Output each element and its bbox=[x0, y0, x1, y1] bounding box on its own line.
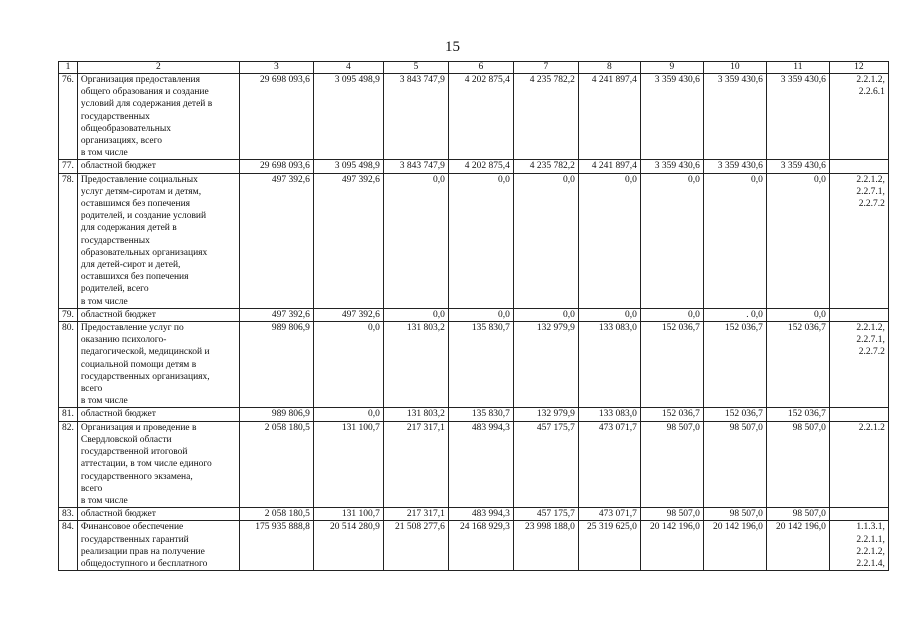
value-cell: 3 095 498,9 bbox=[313, 74, 383, 160]
value-cell: 3 095 498,9 bbox=[313, 160, 383, 173]
column-header: 11 bbox=[766, 62, 829, 74]
column-header: 1 bbox=[59, 62, 78, 74]
row-label-cell: Предоставление услуг по оказанию психолого- педагогической, медицинской и социальной помощи детям в государственных организациях, всего в том числе bbox=[77, 322, 239, 408]
row-number-cell: 79. bbox=[59, 308, 78, 321]
value-cell: 0,0 bbox=[766, 308, 829, 321]
row-reference-cell: 2.2.1.2 bbox=[829, 421, 888, 507]
value-cell: 20 142 196,0 bbox=[640, 521, 703, 571]
value-cell: 0,0 bbox=[383, 173, 448, 308]
value-cell: 0,0 bbox=[448, 173, 513, 308]
value-cell: 29 698 093,6 bbox=[239, 74, 313, 160]
value-cell: 3 359 430,6 bbox=[703, 160, 766, 173]
value-cell: 24 168 929,3 bbox=[448, 521, 513, 571]
value-cell: 0,0 bbox=[640, 173, 703, 308]
value-cell: 132 979,9 bbox=[513, 322, 578, 408]
value-cell: 0,0 bbox=[766, 173, 829, 308]
value-cell: 497 392,6 bbox=[239, 308, 313, 321]
column-header-row bbox=[59, 62, 889, 74]
value-cell: 0,0 bbox=[578, 173, 640, 308]
row-number-cell: 83. bbox=[59, 508, 78, 521]
row-label-cell: областной бюджет bbox=[77, 508, 239, 521]
value-cell: 497 392,6 bbox=[313, 308, 383, 321]
value-cell: 135 830,7 bbox=[448, 322, 513, 408]
column-header: 9 bbox=[640, 62, 703, 74]
value-cell: 4 241 897,4 bbox=[578, 74, 640, 160]
value-cell: . 0,0 bbox=[703, 308, 766, 321]
value-cell: 497 392,6 bbox=[313, 173, 383, 308]
value-cell: 98 507,0 bbox=[640, 421, 703, 507]
value-cell: 0,0 bbox=[313, 322, 383, 408]
table-row bbox=[59, 508, 889, 521]
row-number-cell: 78. bbox=[59, 173, 78, 308]
column-header: 2 bbox=[77, 62, 239, 74]
row-label-cell: областной бюджет bbox=[77, 408, 239, 421]
row-number-cell: 76. bbox=[59, 74, 78, 160]
value-cell: 152 036,7 bbox=[640, 322, 703, 408]
value-cell: 152 036,7 bbox=[703, 408, 766, 421]
column-header: 10 bbox=[703, 62, 766, 74]
value-cell: 0,0 bbox=[513, 308, 578, 321]
value-cell: 3 359 430,6 bbox=[766, 74, 829, 160]
row-reference-cell: 1.1.3.1, 2.2.1.1, 2.2.1.2, 2.2.1.4, bbox=[829, 521, 888, 571]
value-cell: 98 507,0 bbox=[640, 508, 703, 521]
value-cell: 0,0 bbox=[313, 408, 383, 421]
value-cell: 4 202 875,4 bbox=[448, 160, 513, 173]
value-cell: 4 202 875,4 bbox=[448, 74, 513, 160]
value-cell: 25 319 625,0 bbox=[578, 521, 640, 571]
value-cell: 20 142 196,0 bbox=[766, 521, 829, 571]
value-cell: 497 392,6 bbox=[239, 173, 313, 308]
table-row bbox=[59, 173, 889, 308]
value-cell: 152 036,7 bbox=[703, 322, 766, 408]
value-cell: 0,0 bbox=[448, 308, 513, 321]
row-reference-cell: 2.2.1.2, 2.2.6.1 bbox=[829, 74, 888, 160]
row-reference-cell bbox=[829, 408, 888, 421]
value-cell: 20 142 196,0 bbox=[703, 521, 766, 571]
page-number: 15 bbox=[445, 39, 460, 55]
value-cell: 483 994,3 bbox=[448, 421, 513, 507]
column-header: 8 bbox=[578, 62, 640, 74]
value-cell: 0,0 bbox=[513, 173, 578, 308]
column-header: 12 bbox=[829, 62, 888, 74]
row-reference-cell bbox=[829, 160, 888, 173]
value-cell: 3 359 430,6 bbox=[640, 74, 703, 160]
column-header: 3 bbox=[239, 62, 313, 74]
table-row bbox=[59, 521, 889, 571]
value-cell: 20 514 280,9 bbox=[313, 521, 383, 571]
row-reference-cell bbox=[829, 508, 888, 521]
value-cell: 4 235 782,2 bbox=[513, 74, 578, 160]
table-row bbox=[59, 322, 889, 408]
column-header: 4 bbox=[313, 62, 383, 74]
row-label-cell: областной бюджет bbox=[77, 308, 239, 321]
value-cell: 473 071,7 bbox=[578, 421, 640, 507]
value-cell: 483 994,3 bbox=[448, 508, 513, 521]
value-cell: 131 100,7 bbox=[313, 508, 383, 521]
row-number-cell: 77. bbox=[59, 160, 78, 173]
value-cell: 2 058 180,5 bbox=[239, 508, 313, 521]
row-reference-cell: 2.2.1.2, 2.2.7.1, 2.2.7.2 bbox=[829, 173, 888, 308]
row-number-cell: 84. bbox=[59, 521, 78, 571]
row-label-cell: Предоставление социальных услуг детям-сиротам и детям, оставшимся без попечения родителей, и создание условий для содержания детей в государственных образовательных организациях для детей-сирот и детей, оставшихся без попечения родителей, всего в том числе bbox=[77, 173, 239, 308]
value-cell: 29 698 093,6 bbox=[239, 160, 313, 173]
table-row bbox=[59, 74, 889, 160]
value-cell: 3 843 747,9 bbox=[383, 160, 448, 173]
value-cell: 152 036,7 bbox=[766, 322, 829, 408]
value-cell: 152 036,7 bbox=[766, 408, 829, 421]
column-header: 7 bbox=[513, 62, 578, 74]
row-number-cell: 82. bbox=[59, 421, 78, 507]
value-cell: 23 998 188,0 bbox=[513, 521, 578, 571]
row-label-cell: Организация предоставления общего образования и создание условий для содержания детей в государственных общеобразовательных организациях, всего в том числе bbox=[77, 74, 239, 160]
value-cell: 217 317,1 bbox=[383, 421, 448, 507]
row-label-cell: областной бюджет bbox=[77, 160, 239, 173]
value-cell: 131 803,2 bbox=[383, 322, 448, 408]
value-cell: 989 806,9 bbox=[239, 322, 313, 408]
value-cell: 473 071,7 bbox=[578, 508, 640, 521]
row-label-cell: Финансовое обеспечение государственных гарантий реализации прав на получение общедоступного и бесплатного bbox=[77, 521, 239, 571]
value-cell: 131 100,7 bbox=[313, 421, 383, 507]
value-cell: 457 175,7 bbox=[513, 421, 578, 507]
value-cell: 98 507,0 bbox=[766, 421, 829, 507]
row-reference-cell bbox=[829, 308, 888, 321]
value-cell: 457 175,7 bbox=[513, 508, 578, 521]
value-cell: 3 843 747,9 bbox=[383, 74, 448, 160]
value-cell: 131 803,2 bbox=[383, 408, 448, 421]
value-cell: 4 235 782,2 bbox=[513, 160, 578, 173]
column-header: 5 bbox=[383, 62, 448, 74]
row-number-cell: 81. bbox=[59, 408, 78, 421]
value-cell: 133 083,0 bbox=[578, 322, 640, 408]
value-cell: 0,0 bbox=[383, 308, 448, 321]
table-row bbox=[59, 308, 889, 321]
value-cell: 21 508 277,6 bbox=[383, 521, 448, 571]
value-cell: 3 359 430,6 bbox=[640, 160, 703, 173]
table-row bbox=[59, 421, 889, 507]
row-label-cell: Организация и проведение в Свердловской области государственной итоговой аттестации, в том числе единого государственного экзамена, всего в том числе bbox=[77, 421, 239, 507]
value-cell: 0,0 bbox=[640, 308, 703, 321]
value-cell: 98 507,0 bbox=[703, 508, 766, 521]
row-reference-cell: 2.2.1.2, 2.2.7.1, 2.2.7.2 bbox=[829, 322, 888, 408]
value-cell: 989 806,9 bbox=[239, 408, 313, 421]
row-number-cell: 80. bbox=[59, 322, 78, 408]
value-cell: 132 979,9 bbox=[513, 408, 578, 421]
value-cell: 0,0 bbox=[578, 308, 640, 321]
value-cell: 3 359 430,6 bbox=[766, 160, 829, 173]
table-row bbox=[59, 160, 889, 173]
column-header: 6 bbox=[448, 62, 513, 74]
value-cell: 217 317,1 bbox=[383, 508, 448, 521]
value-cell: 2 058 180,5 bbox=[239, 421, 313, 507]
table-row bbox=[59, 408, 889, 421]
value-cell: 98 507,0 bbox=[703, 421, 766, 507]
value-cell: 0,0 bbox=[703, 173, 766, 308]
value-cell: 135 830,7 bbox=[448, 408, 513, 421]
value-cell: 175 935 888,8 bbox=[239, 521, 313, 571]
value-cell: 133 083,0 bbox=[578, 408, 640, 421]
value-cell: 98 507,0 bbox=[766, 508, 829, 521]
budget-table bbox=[58, 61, 889, 571]
value-cell: 152 036,7 bbox=[640, 408, 703, 421]
value-cell: 3 359 430,6 bbox=[703, 74, 766, 160]
value-cell: 4 241 897,4 bbox=[578, 160, 640, 173]
